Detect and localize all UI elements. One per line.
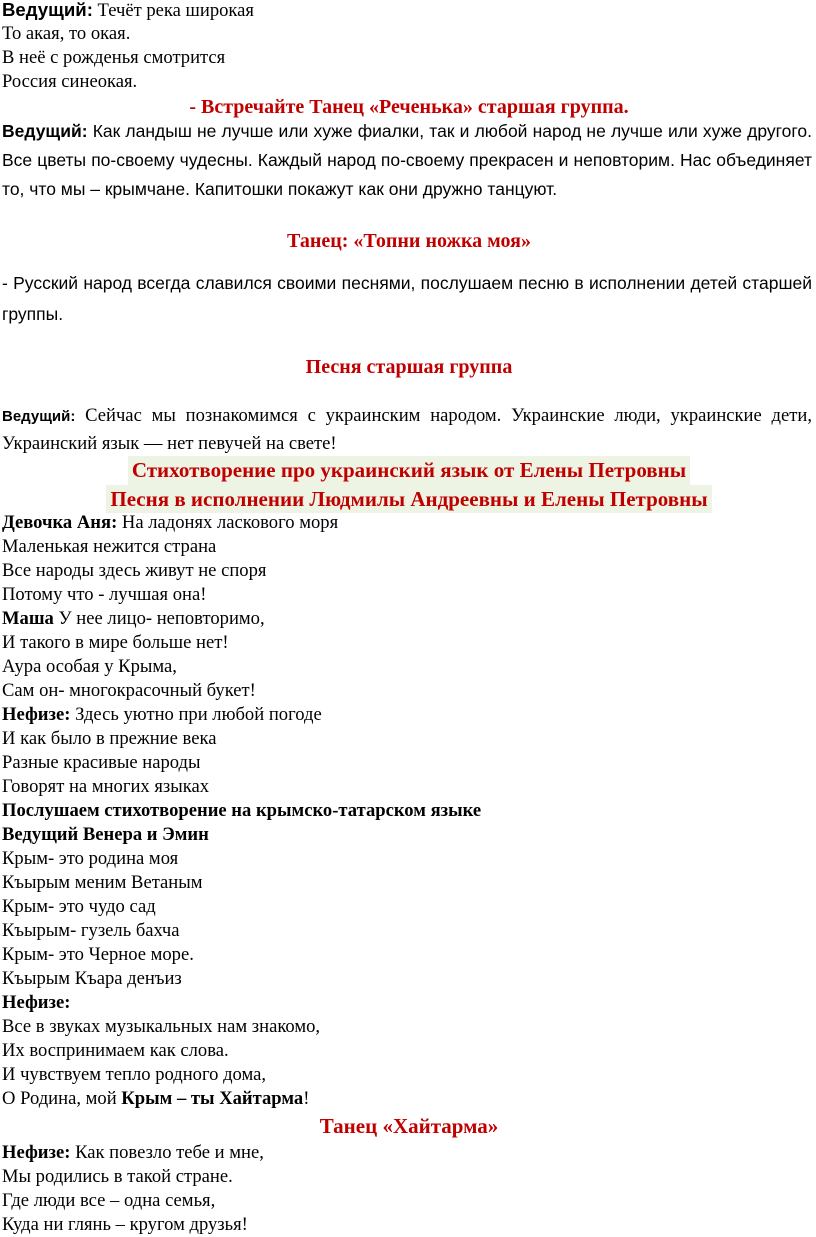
- verse-line: Аура особая у Крыма,: [2, 656, 177, 677]
- verse-line: Мы родились в такой стране.: [2, 1166, 233, 1187]
- verse-line: Девочка Аня: На ладонях ласкового моря: [2, 512, 339, 533]
- verse-nefize-3: [2, 1141, 816, 1237]
- verse-line: Россия синеокая.: [2, 71, 138, 92]
- verse-masha: [2, 607, 816, 703]
- verse-line: Крым- это чудо сад: [2, 896, 156, 917]
- speaker-label: Нефизе:: [2, 992, 71, 1013]
- host-paragraph-lily: Ведущий: Как ландыш не лучше или хуже фиалки, так и любой народ не лучше или хуже другого. Все цветы по-своему чудесны. Каждый народ по-своему прекрасен и неповторим. Нас объединяет то, что мы – крымчане. Капитошки покажут как они дружно танцуют.: [2, 121, 812, 199]
- verse-line: О Родина, мой Крым – ты Хайтарма!: [2, 1088, 310, 1109]
- verse-nefize-1: [2, 703, 816, 799]
- host-paragraph-ukraine: Ведущий: Сейчас мы познакомимся с украинским народом. Украинские люди, украинские дети, Украинский язык — нет певучей на свете!: [2, 405, 812, 454]
- heading-topni: Танец: «Топни ножка моя»: [287, 230, 531, 252]
- verse-crimea: [2, 847, 816, 991]
- tatar-poem-intro: Послушаем стихотворение на крымско-татарском языке: [2, 800, 482, 821]
- speaker-label: Нефизе:: [2, 704, 71, 725]
- verse-line: Все народы здесь живут не споря: [2, 560, 267, 581]
- verse-line: Къырым- гузель бахча: [2, 920, 180, 941]
- verse-line: Нефизе: Здесь уютно при любой погоде: [2, 704, 322, 725]
- verse-line: Нефизе: Как повезло тебе и мне,: [2, 1142, 264, 1163]
- speaker-label: Ведущий:: [2, 121, 88, 141]
- verse-line: То акая, то окая.: [2, 23, 131, 44]
- hosts-venera-emin: Ведущий Венера и Эмин: [2, 824, 209, 845]
- verse-line: Говорят на многих языках: [2, 776, 210, 797]
- verse-nefize-2: [2, 991, 816, 1111]
- speaker-label: Маша: [2, 608, 54, 629]
- heading-song-senior: Песня старшая группа: [305, 356, 513, 378]
- verse-line: Разные красивые народы: [2, 752, 201, 773]
- speaker-label: Девочка Аня:: [2, 512, 118, 533]
- verse-line: Крым- это родина моя: [2, 848, 179, 869]
- verse-line: И чувствуем тепло родного дома,: [2, 1064, 267, 1085]
- verse-line: Куда ни глянь – кругом друзья!: [2, 1214, 248, 1235]
- verse-line: Где люди все – одна семья,: [2, 1190, 216, 1211]
- verse-line: Их воспринимаем как слова.: [2, 1040, 229, 1061]
- heading-song-performance: Песня в исполнении Людмилы Андреевны и Елены Петровны: [2, 485, 816, 513]
- verse-line: Все в звуках музыкальных нам знакомо,: [2, 1016, 321, 1037]
- russian-song-paragraph: - Русский народ всегда славился своими песнями, послушаем песню в исполнении детей старшей группы.: [2, 273, 812, 324]
- verse-line: Сам он- многокрасочный букет!: [2, 680, 256, 701]
- verse-line: Ведущий: Течёт река широкая: [2, 0, 254, 21]
- verse-line: И такого в мире больше нет!: [2, 632, 229, 653]
- verse-line: Маша У нее лицо- неповторимо,: [2, 608, 265, 629]
- verse-line: И как было в прежние века: [2, 728, 217, 749]
- verse-anya: [2, 511, 816, 607]
- verse-line: В неё с рожденья смотрится: [2, 47, 226, 68]
- verse-line: Маленькая нежится страна: [2, 536, 217, 557]
- verse-line: Къырым меним Ветаным: [2, 872, 203, 893]
- speaker-label: Нефизе:: [2, 1142, 71, 1163]
- verse-line: Потому что - лучшая она!: [2, 584, 207, 605]
- verse-line: Крым- это Черное море.: [2, 944, 194, 965]
- speaker-label: Ведущий:: [2, 0, 93, 20]
- heading-haytarma: Танец «Хайтарма»: [319, 1114, 499, 1138]
- verse-line: Къырым Къара денъиз: [2, 968, 182, 989]
- speaker-label: Ведущий:: [2, 408, 76, 425]
- intro-verse: [2, 0, 816, 94]
- heading-ukrainian-poem: Стихотворение про украинский язык от Елены Петровны: [2, 456, 816, 485]
- heading-rechenka: - Встречайте Танец «Реченька» старшая группа.: [189, 96, 629, 118]
